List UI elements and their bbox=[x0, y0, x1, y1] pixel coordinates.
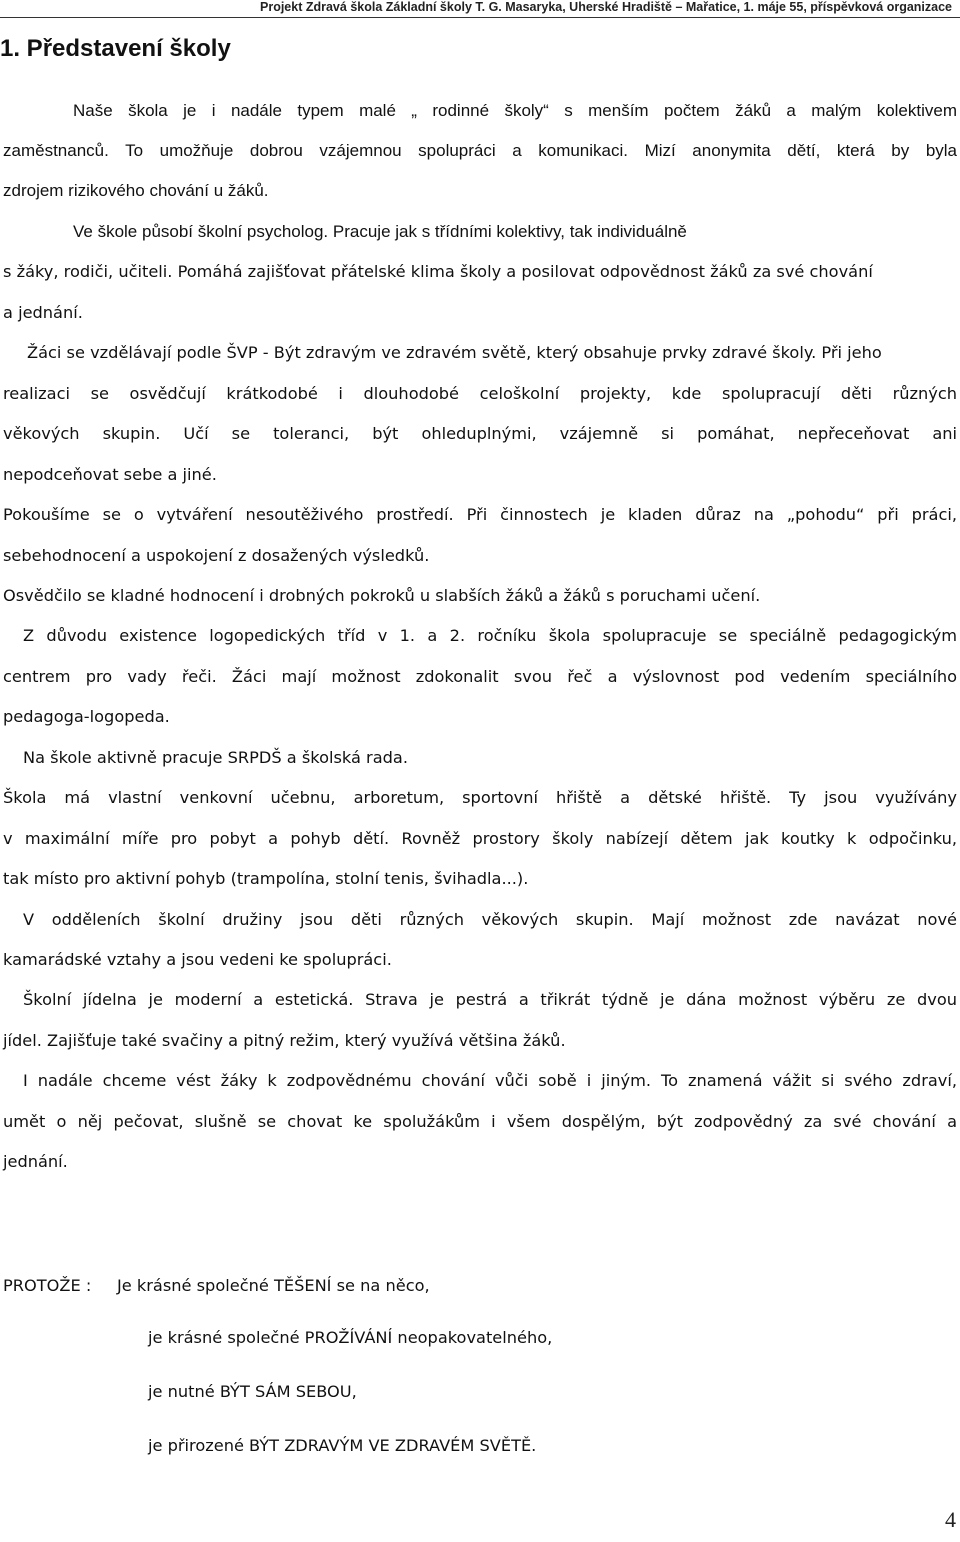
paragraph-line: Pokoušíme se o vytváření nesoutěživého prostředí. Při činnostech je kladen důraz na „pohodu“ při práci, bbox=[3, 505, 957, 524]
header-rule bbox=[0, 17, 960, 18]
paragraph-line: Osvědčilo se kladné hodnocení i drobných pokroků u slabších žáků a žáků s poruchami učení. bbox=[3, 586, 761, 605]
paragraph-line: Z důvodu existence logopedických tříd v 1. a 2. ročníku škola spolupracuje se speciálně pedagogickým bbox=[23, 626, 957, 645]
paragraph-line: Školní jídelna je moderní a estetická. Strava je pestrá a třikrát týdně je dána možnost výběru ze dvou bbox=[23, 990, 957, 1009]
paragraph-line: kamarádské vztahy a jsou vedeni ke spolupráci. bbox=[3, 950, 392, 969]
paragraph-line: Ve škole působí školní psycholog. Pracuje jak s třídními kolektivy, tak individuálně bbox=[73, 222, 687, 241]
slogan-line: je nutné BÝT SÁM SEBOU, bbox=[148, 1382, 357, 1401]
paragraph-line: Na škole aktivně pracuje SRPDŠ a školská rada. bbox=[23, 748, 408, 767]
paragraph-line: nepodceňovat sebe a jiné. bbox=[3, 465, 217, 484]
paragraph-line: Škola má vlastní venkovní učebnu, arboretum, sportovní hřiště a dětské hřiště. Ty jsou využívány bbox=[3, 788, 957, 807]
running-header: Projekt Zdravá škola Základní školy T. G. Masaryka, Uherské Hradiště – Mařatice, 1. máje 55, příspěvková organizace bbox=[260, 0, 952, 14]
paragraph-line: pedagoga-logopeda. bbox=[3, 707, 170, 726]
slogan-line: je přirozené BÝT ZDRAVÝM VE ZDRAVÉM SVĚTĚ. bbox=[148, 1436, 537, 1455]
paragraph-line: sebehodnocení a uspokojení z dosažených výsledků. bbox=[3, 546, 430, 565]
paragraph-line: s žáky, rodiči, učiteli. Pomáhá zajišťovat přátelské klima školy a posilovat odpovědnost žáků za své chování bbox=[3, 262, 873, 281]
paragraph-line: V odděleních školní družiny jsou děti různých věkových skupin. Mají možnost zde navázat nové bbox=[23, 910, 957, 929]
paragraph-line: zaměstnanců. To umožňuje dobrou vzájemnou spolupráci a komunikaci. Mizí anonymita dětí, která by byla bbox=[3, 141, 957, 160]
slogan-line: Je krásné společné TĚŠENÍ se na něco, bbox=[117, 1276, 430, 1295]
paragraph-line: I nadále chceme vést žáky k zodpovědnému chování vůči sobě i jiným. To znamená vážit si svého zdraví, bbox=[23, 1071, 957, 1090]
paragraph-line: centrem pro vady řeči. Žáci mají možnost zdokonalit svou řeč a výslovnost pod vedením speciálního bbox=[3, 667, 957, 686]
paragraph-line: Naše škola je i nadále typem malé „ rodinné školy“ s menším počtem žáků a malým kolektivem bbox=[73, 101, 957, 120]
section-title: 1. Představení školy bbox=[0, 35, 231, 62]
paragraph-line: zdrojem rizikového chování u žáků. bbox=[3, 181, 269, 200]
paragraph-line: jídel. Zajišťuje také svačiny a pitný režim, který využívá většina žáků. bbox=[3, 1031, 566, 1050]
paragraph-line: realizaci se osvědčují krátkodobé i dlouhodobé celoškolní projekty, kde spolupracují děti různých bbox=[3, 384, 957, 403]
page-number: 4 bbox=[945, 1507, 956, 1532]
paragraph-line: Žáci se vzdělávají podle ŠVP - Být zdravým ve zdravém světě, který obsahuje prvky zdravé školy. Při jeho bbox=[27, 343, 882, 362]
paragraph-line: tak místo pro aktivní pohyb (trampolína, stolní tenis, švihadla...). bbox=[3, 869, 529, 888]
paragraph-line: umět o něj pečovat, slušně se chovat ke spolužákům i všem dospělým, být zodpovědný za své chování a bbox=[3, 1112, 957, 1131]
paragraph-line: jednání. bbox=[3, 1152, 68, 1171]
slogan-lead: PROTOŽE : bbox=[3, 1276, 92, 1295]
slogan-line: je krásné společné PROŽÍVÁNÍ neopakovatelného, bbox=[148, 1328, 553, 1347]
paragraph-line: a jednání. bbox=[3, 303, 83, 322]
paragraph-line: v maximální míře pro pobyt a pohyb dětí. Rovněž prostory školy nabízejí dětem jak koutky k odpočinku, bbox=[3, 829, 957, 848]
paragraph-line: věkových skupin. Učí se toleranci, být ohleduplnými, vzájemně si pomáhat, nepřeceňovat ani bbox=[3, 424, 957, 443]
